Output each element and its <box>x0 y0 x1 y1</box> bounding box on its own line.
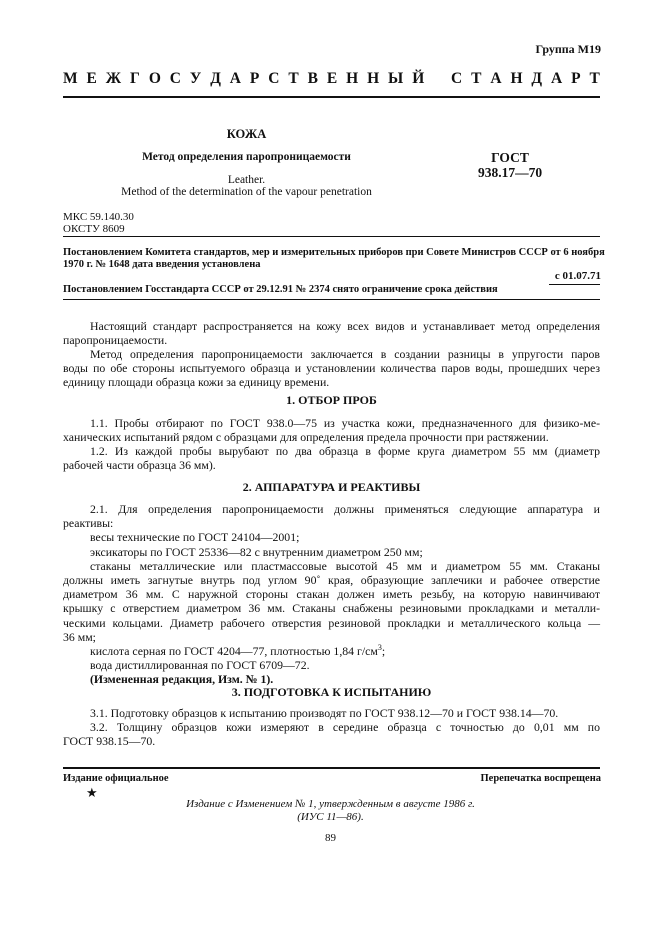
decree-line2: 1970 г. № 1648 дата введения установлена <box>63 259 261 270</box>
section-3-2: 3.2. Толщину образцов кожи измеряют в середине образца с точностью до 0,01 мм по ГОСТ 938.15—70. <box>63 720 600 749</box>
section-1-1: 1.1. Пробы отбирают по ГОСТ 938.0—75 из участка кожи, предназначенного для физико-ме- ханических испытаний рядом с образцами для определения предела прочности при растяжении. <box>63 416 600 445</box>
banner-letter: Е <box>86 70 97 87</box>
page-number: 89 <box>325 832 336 844</box>
group-label: Группа М19 <box>535 42 601 56</box>
banner-letter: Е <box>326 70 338 87</box>
banner-letter: Р <box>571 70 581 87</box>
intro-paragraph-2: Метод определения паропроницаемости заключается в создании разницы в упругости паров воды по обе стороны испытуемого образца и установлении количества паров воды, прошедших через единицу площади образца кожи за единицу времени. <box>63 347 600 390</box>
banner-letter: Ы <box>388 70 404 87</box>
banner-letter: Г <box>130 70 140 87</box>
banner-letter: Р <box>249 70 260 87</box>
footer-rule <box>63 767 600 769</box>
mks-code: МКС 59.140.30 <box>63 211 134 223</box>
section-2-1: 2.1. Для определения паропроницаемости должны применяться следующие аппаратура и реактивы: весы технические по ГОСТ 24104—2001; эксикаторы по ГОСТ 25336—82 с внутренним диаметром 250 мм; стаканы металлические или пластмассовые высотой 45 мм и диаметром 55 мм. Стаканы должны иметь загнутые внутрь под углом 90˚ края, образующие заплечики и рабочее отверстие диаметром 36 мм. С наружной стороны стакан должен иметь резьбу, на которую навинчивают крышку с отверстием диаметром 36 мм. Стаканы снабжены резиновыми прокладками и металли- ческими кольцами. Диаметр рабочего отверстия резиновой прокладки и металлического кольца — 36 мм; кислота серная по ГОСТ 4204—77, плотностью 1,84 $г/см^3$; вода дистиллированная по ГОСТ 6709—72. (Измененная редакция, Изм. № 1). <box>63 502 600 687</box>
decree-rule <box>63 299 600 300</box>
banner-letter: А <box>490 70 502 87</box>
decree-line3: Постановлением Госстандарта СССР от 29.12.91 № 2374 снято ограничение срока действия <box>63 284 498 295</box>
banner-letter: В <box>307 70 318 87</box>
banner-letter: О <box>148 70 161 87</box>
banner-letter: Д <box>531 70 543 87</box>
section-3-1: 3.1. Подготовку образцов к испытанию производят по ГОСТ 938.12—70 и ГОСТ 938.14—70. <box>90 706 559 720</box>
banner-letter: Й <box>412 70 425 87</box>
banner-letter: Ж <box>105 70 122 87</box>
banner-letter: С <box>169 70 181 87</box>
interstate-standard-banner <box>63 70 600 88</box>
gost-code: 938.17—70 <box>477 165 543 180</box>
banner-letter: А <box>550 70 563 87</box>
section-2-heading: 2. АППАРАТУРА И РЕАКТИВЫ <box>242 480 421 494</box>
banner-letter: С <box>268 70 280 87</box>
section-1-2: 1.2. Из каждой пробы вырубают по два образца в форме круга диаметром 55 мм (диаметр рабочей части образца 36 мм). <box>63 444 600 473</box>
banner-letter: А <box>229 70 241 87</box>
section-3-heading: 3. ПОДГОТОВКА К ИСПЫТАНИЮ <box>231 685 432 699</box>
banner-letter: Н <box>367 70 380 87</box>
star-icon: ★ <box>86 785 98 800</box>
banner-letter: Т <box>471 70 482 87</box>
banner-letter: Н <box>510 70 523 87</box>
banner-rule <box>63 96 600 98</box>
reprint-prohibited-label: Перепечатка воспрещена <box>480 773 601 784</box>
decree-line1: Постановлением Комитета стандартов, мер и измерительных приборов при Совете Министров СССР от 6 ноября <box>63 247 605 258</box>
title-en-line2: Method of the determination of the vapour penetration <box>121 186 372 198</box>
amendment-note: (Измененная редакция, Изм. № 1). <box>90 672 274 687</box>
gost-label: ГОСТ <box>491 150 529 165</box>
banner-letter: Т <box>589 70 600 87</box>
classification-rule <box>63 236 600 237</box>
okstu-code: ОКСТУ 8609 <box>63 223 125 235</box>
section-1-heading: 1. ОТБОР ПРОБ <box>286 393 377 407</box>
banner-letter: Н <box>346 70 359 87</box>
banner-letter: Д <box>210 70 221 87</box>
effective-date: с 01.07.71 <box>554 270 601 282</box>
title-method-ru: Метод определения паропроницаемости <box>142 151 351 163</box>
official-edition-label: Издание официальное <box>63 773 169 784</box>
banner-letter: Т <box>288 70 299 87</box>
banner-letter: М <box>63 70 78 87</box>
gost-number <box>455 150 565 180</box>
effective-date-rule <box>549 284 600 285</box>
title-en-line1: Leather. <box>227 174 266 186</box>
sulfuric-acid-line: кислота серная по ГОСТ 4204—77, плотностью 1,84 $г/см^3$; <box>90 643 386 659</box>
intro-paragraph-1: Настоящий стандарт распространяется на кожу всех видов и устанавливает метод определения паропроницаемости. <box>63 319 600 348</box>
banner-letter: У <box>189 70 202 87</box>
banner-letter: С <box>450 70 463 87</box>
edition-note: Издание с Изменением № 1, утвержденным в августе 1986 г. (ИУС 11—86). <box>186 798 475 823</box>
title-ru: КОЖА <box>226 127 267 141</box>
